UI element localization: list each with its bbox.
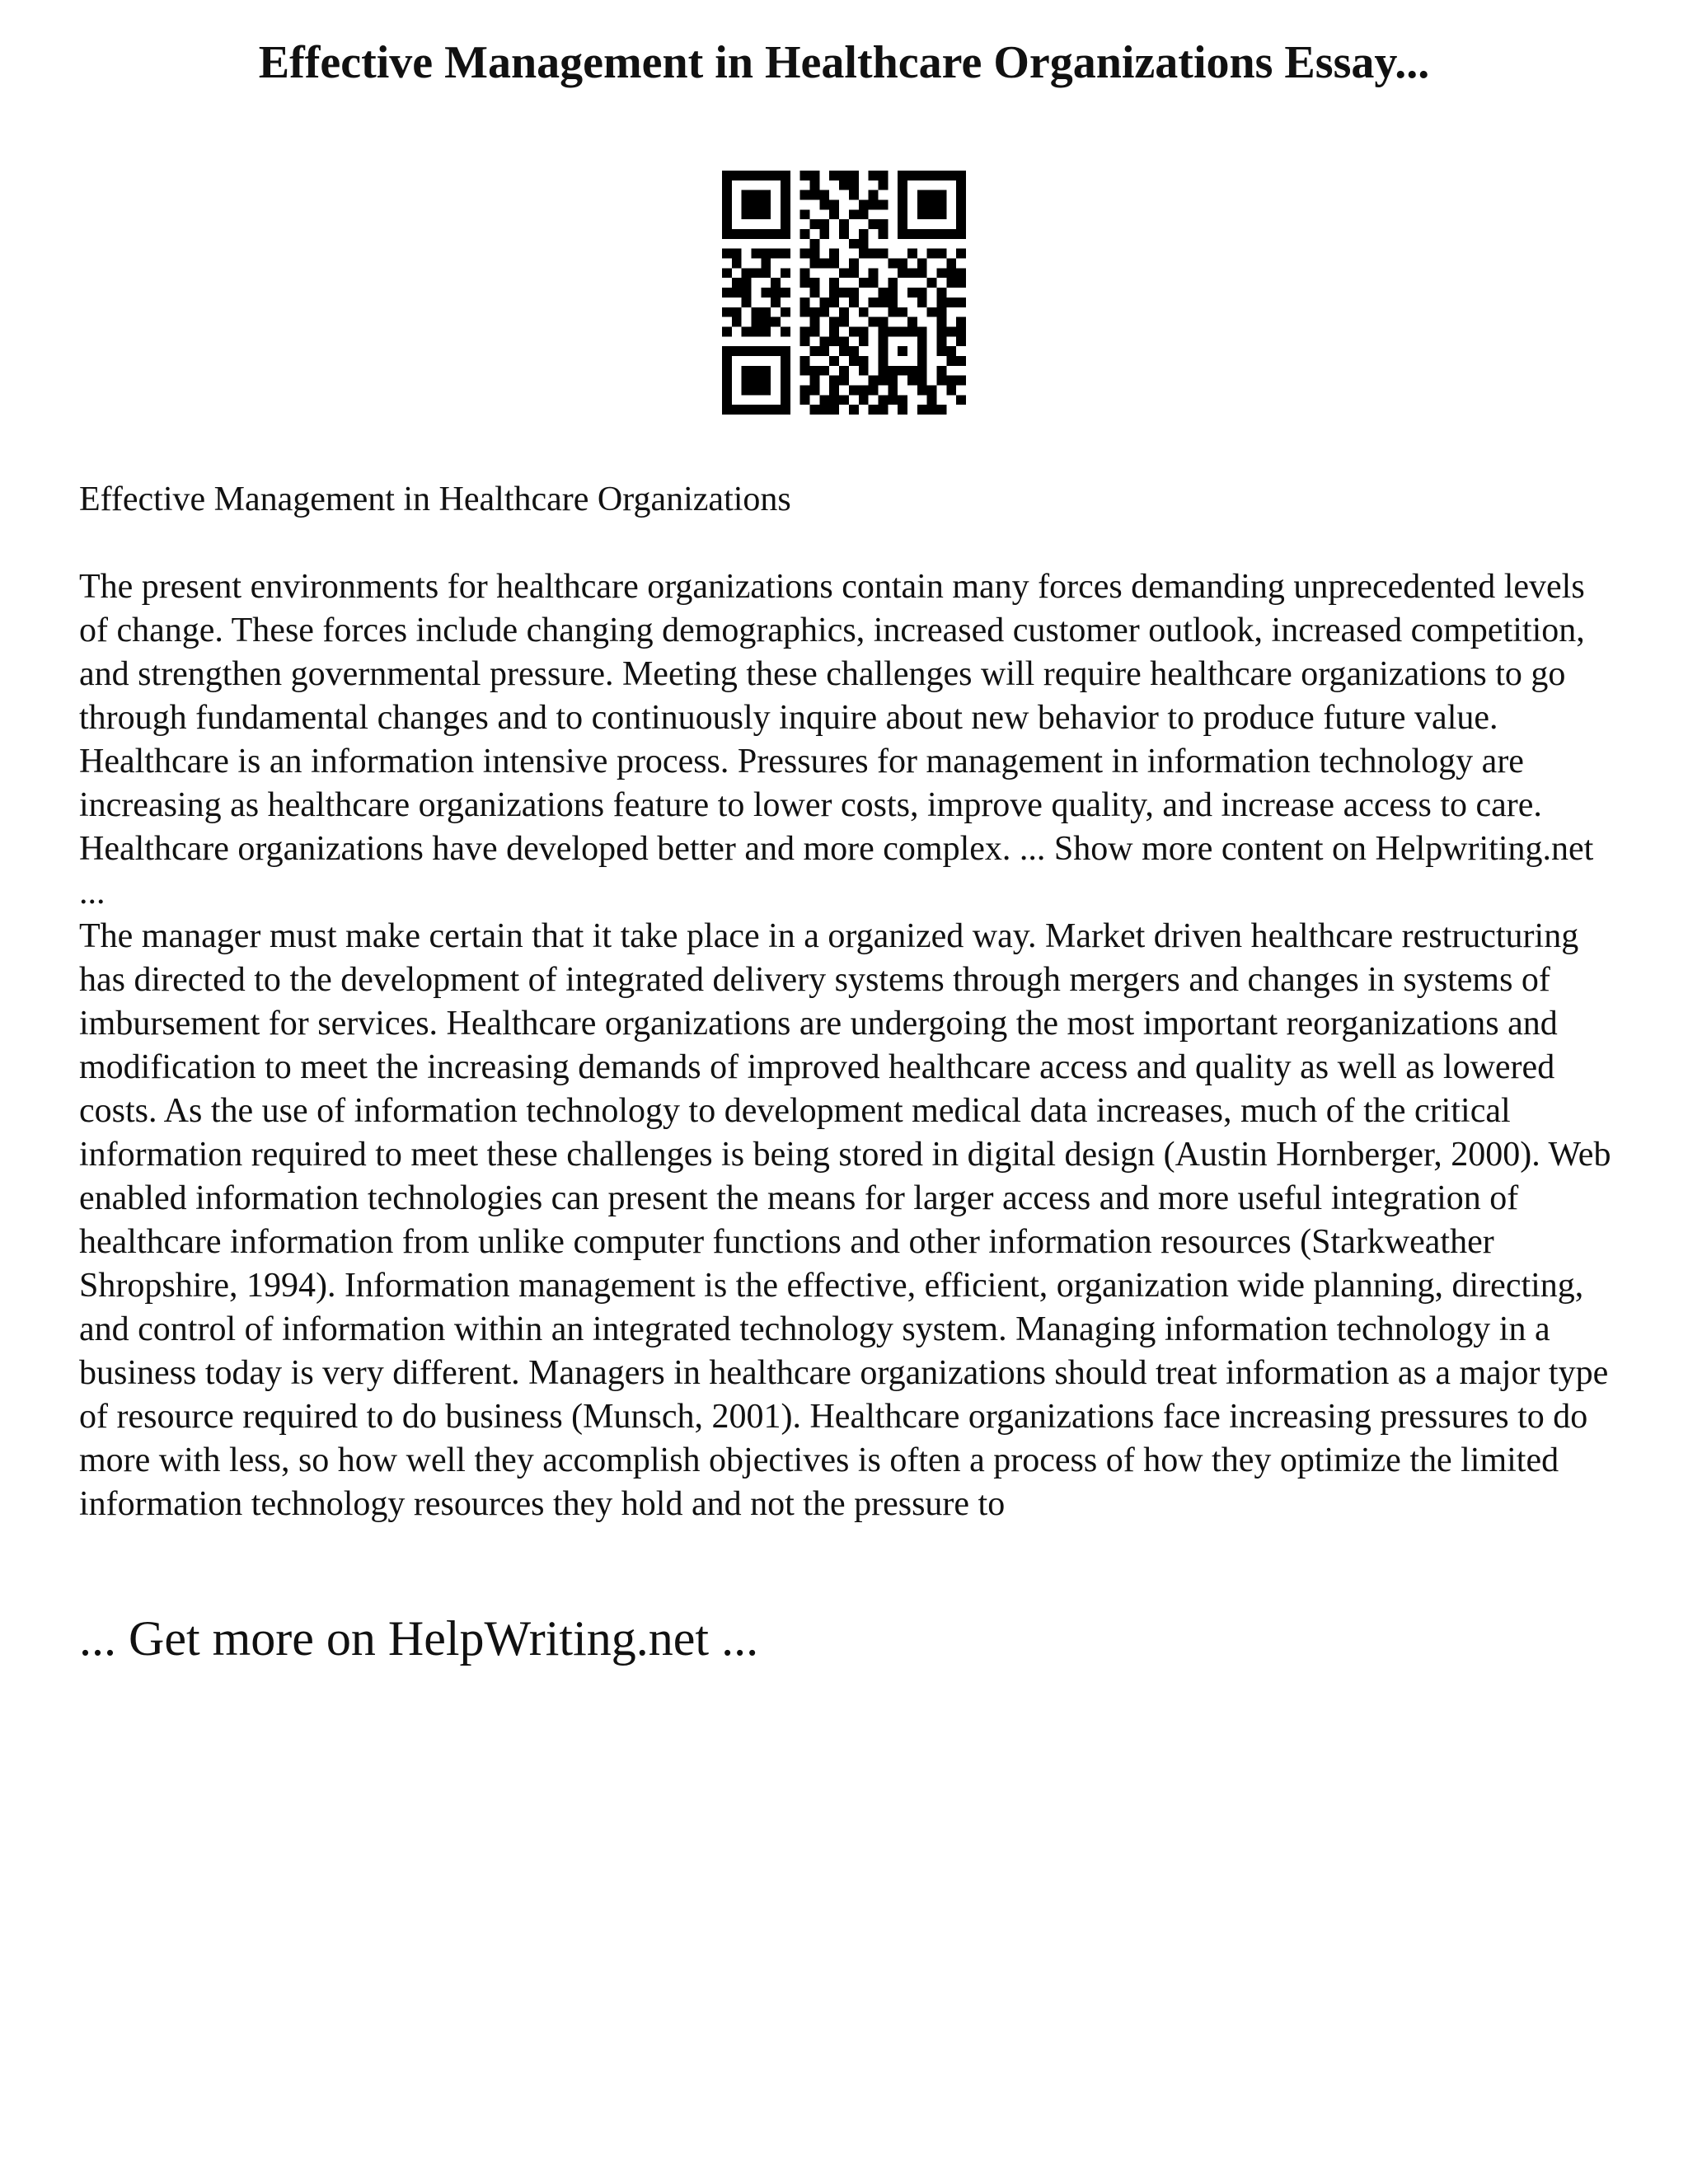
essay-body: [79, 478, 1620, 1526]
essay-subtitle: Effective Management in Healthcare Organizations: [79, 480, 791, 518]
page-title: Effective Management in Healthcare Organizations Essay...: [258, 37, 1430, 88]
qr-code-icon: [722, 171, 966, 415]
get-more-link[interactable]: ... Get more on HelpWriting.net ...: [79, 1611, 759, 1666]
essay-paragraph-1: [79, 565, 1620, 915]
essay-paragraph-2: The manager must make certain that it take place in a organized way. Market driven healthcare restructuring has directed to the development of integrated delivery systems through mergers and changes in systems of imbursement for services. Healthcare organizations are undergoing the most important reorganizations and modification to meet the increasing demands of improved healthcare access and quality as well as lowered costs. As the use of information technology to development medical data increases, much of the critical information required to meet these challenges is being stored in digital design (Austin Hornberger, 2000). Web enabled information technologies can present the means for larger access and more useful integration of healthcare information from unlike computer functions and other information resources (Starkweather Shropshire, 1994). Information management is the effective, efficient, organization wide planning, directing, and control of information within an integrated technology system. Managing information technology in a business today is very different. Managers in healthcare organizations should treat information as a major type of resource required to do business (Munsch, 2001). Healthcare organizations face increasing pressures to do more with less, so how well they accomplish objectives is often a process of how they optimize the limited information technology resources they hold and not the pressure to: [79, 917, 1611, 1523]
paragraph-1-text: The present environments for healthcare organizations contain many forces demanding unprecedented levels of change. These forces include changing demographics, increased customer outlook, increased competition, and strengthen governmental pressure. Meeting these challenges will require healthcare organizations to go through fundamental changes and to continuously inquire about new behavior to produce future value. Healthcare is an information intensive process. Pressures for management in information technology are increasing as healthcare organizations feature to lower costs, improve quality, and increase access to care. Healthcare organizations have developed better and more complex.: [79, 568, 1585, 868]
show-more-link[interactable]: ... Show more content on Helpwriting.net ...: [79, 830, 1594, 912]
